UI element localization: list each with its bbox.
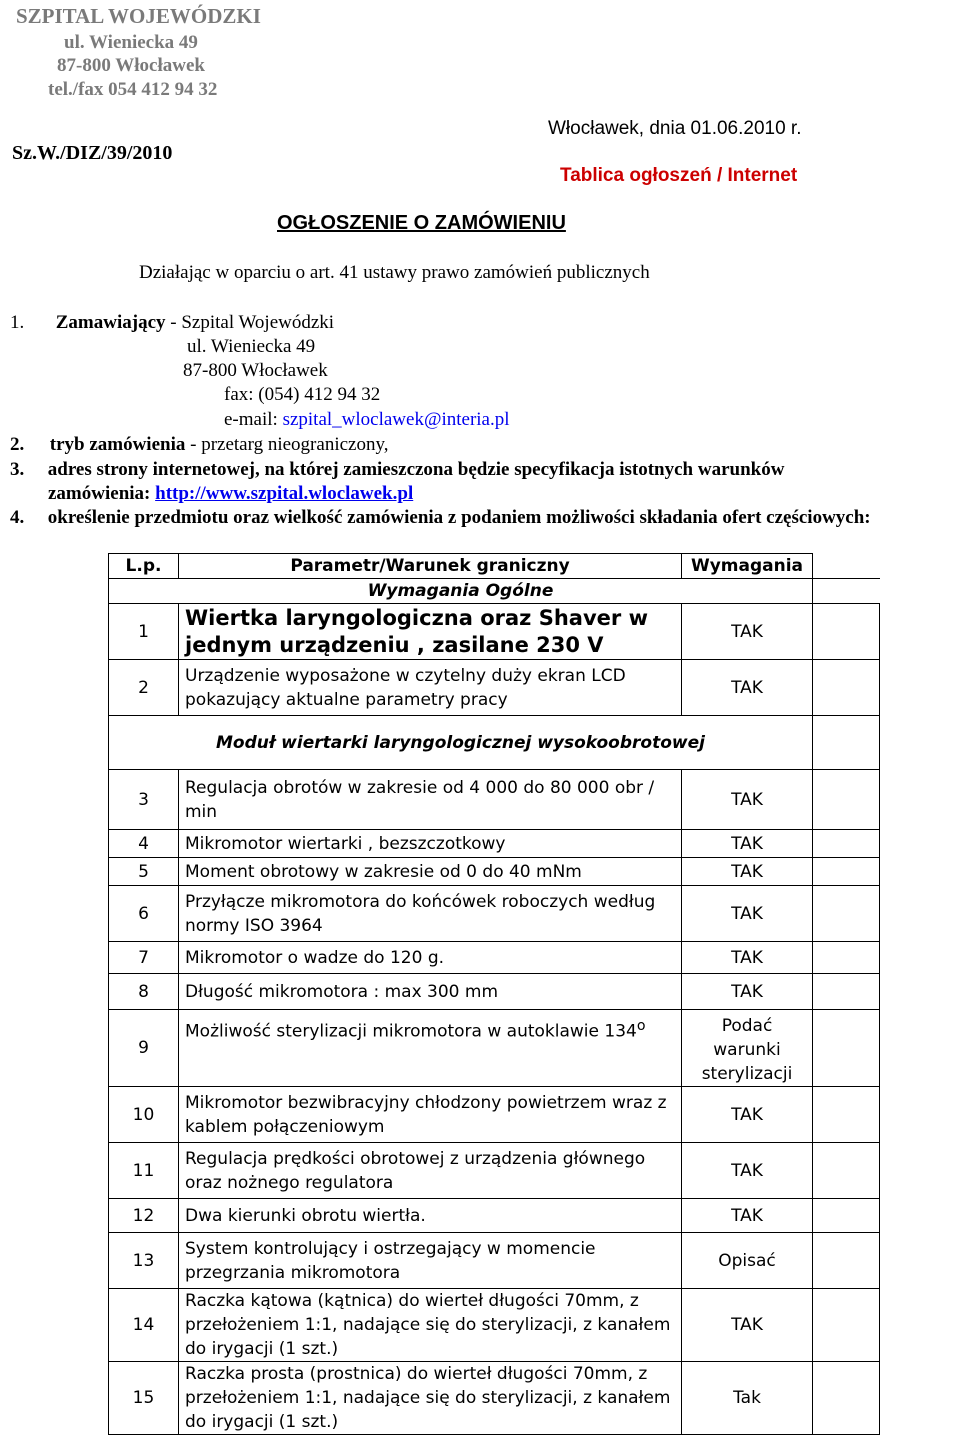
empty-cell <box>813 770 880 830</box>
row-requirement: TAK <box>682 1087 813 1143</box>
row-requirement: TAK <box>682 942 813 974</box>
section-3 <box>10 459 784 481</box>
section-row-general <box>109 579 880 604</box>
reference-number: Sz.W./DIZ/39/2010 <box>12 142 173 164</box>
section-4-number: 4. <box>10 507 25 528</box>
distribution-note: Tablica ogłoszeń / Internet <box>560 165 798 186</box>
section-4 <box>10 507 871 529</box>
empty-cell <box>813 886 880 942</box>
row-parameter: Przyłącze mikromotora do końcówek roboczych według normy ISO 3964 <box>179 886 682 942</box>
row-parameter: Raczka prosta (prostnica) do wierteł długości 70mm, z przełożeniem 1:1, nadające się do sterylizacji, z kanałem do irygacji (1 szt.) <box>179 1362 682 1435</box>
table-row <box>109 1010 880 1087</box>
row-parameter: Regulacja obrotów w zakresie od 4 000 do 80 000 obr / min <box>179 770 682 830</box>
row-number: 11 <box>109 1143 179 1199</box>
empty-cell <box>813 604 880 660</box>
section-3-line2 <box>48 483 413 505</box>
hospital-name: SZPITAL WOJEWÓDZKI <box>16 4 261 28</box>
section-1-street: ul. Wieniecka 49 <box>187 336 316 357</box>
row-requirement: TAK <box>682 886 813 942</box>
section-row-drill <box>109 716 880 770</box>
notice-title: OGŁOSZENIE O ZAMÓWIENIU <box>277 212 566 234</box>
section-2-value: przetarg nieograniczony, <box>201 434 389 455</box>
section-2 <box>10 434 388 456</box>
section-2-sep: - <box>185 434 202 455</box>
row-requirement: TAK <box>682 1289 813 1362</box>
empty-cell <box>813 579 880 604</box>
table-row <box>109 770 880 830</box>
section-3-number: 3. <box>10 459 25 480</box>
table-row <box>109 974 880 1010</box>
row-number: 3 <box>109 770 179 830</box>
email-prefix: e-mail: <box>224 409 283 430</box>
table-row <box>109 830 880 858</box>
header-requirements: Wymagania <box>682 554 813 579</box>
row-requirement: Tak <box>682 1362 813 1435</box>
row-parameter: System kontrolujący i ostrzegający w momencie przegrzania mikromotora <box>179 1233 682 1289</box>
empty-cell <box>813 858 880 886</box>
section-1 <box>10 312 334 334</box>
row-number: 15 <box>109 1362 179 1435</box>
empty-cell <box>813 716 880 770</box>
table-row <box>109 886 880 942</box>
empty-cell <box>813 1010 880 1087</box>
section-3-text2: zamówienia: <box>48 483 156 504</box>
row-parameter: Urządzenie wyposażone w czytelny duży ekran LCD pokazujący aktualne parametry pracy <box>179 660 682 716</box>
section-1-sep: - <box>165 312 182 333</box>
table-row <box>109 604 880 660</box>
empty-cell <box>813 1233 880 1289</box>
empty-cell <box>813 1362 880 1435</box>
empty-cell <box>813 1289 880 1362</box>
row-parameter <box>179 1010 682 1087</box>
empty-cell <box>813 942 880 974</box>
table-row <box>109 1087 880 1143</box>
row-requirement: Podać warunki sterylizacji <box>682 1010 813 1087</box>
table-row <box>109 660 880 716</box>
section-1-key: Zamawiający <box>55 312 166 333</box>
row-parameter-text: Możliwość sterylizacji mikromotora w autoklawie 134 <box>185 1021 637 1042</box>
row-number: 2 <box>109 660 179 716</box>
row-number: 4 <box>109 830 179 858</box>
section-3-text: adres strony internetowej, na której zamieszczona będzie specyfikacja istotnych warunków <box>47 459 785 480</box>
section-1-fax: fax: (054) 412 94 32 <box>224 384 381 405</box>
row-requirement: TAK <box>682 770 813 830</box>
empty-cell <box>813 660 880 716</box>
section-1-value: Szpital Wojewódzki <box>181 312 335 333</box>
row-parameter: Mikromotor wiertarki , bezszczotkowy <box>179 830 682 858</box>
section-1-email-line <box>224 409 510 431</box>
row-number: 8 <box>109 974 179 1010</box>
row-requirement: TAK <box>682 974 813 1010</box>
section-1-number: 1. <box>10 312 25 333</box>
row-parameter: Mikromotor bezwibracyjny chłodzony powietrzem wraz z kablem połączeniowym <box>179 1087 682 1143</box>
row-requirement: TAK <box>682 604 813 660</box>
section-1-city: 87-800 Włocławek <box>183 360 328 381</box>
hospital-phone: tel./fax 054 412 94 32 <box>48 79 218 100</box>
row-parameter: Raczka kątowa (kątnica) do wierteł długości 70mm, z przełożeniem 1:1, nadające się do sterylizacji, z kanałem do irygacji (1 szt.) <box>179 1289 682 1362</box>
legal-basis: Działając w oparciu o art. 41 ustawy prawo zamówień publicznych <box>139 262 650 283</box>
table-header-row <box>109 554 880 579</box>
row-number: 14 <box>109 1289 179 1362</box>
row-number: 7 <box>109 942 179 974</box>
table-row <box>109 1199 880 1233</box>
row-number: 9 <box>109 1010 179 1087</box>
row-requirement: Opisać <box>682 1233 813 1289</box>
row-number: 13 <box>109 1233 179 1289</box>
hospital-city: 87-800 Włocławek <box>57 55 205 76</box>
row-number: 1 <box>109 604 179 660</box>
row-requirement: TAK <box>682 830 813 858</box>
table-row <box>109 1233 880 1289</box>
row-requirement: TAK <box>682 1199 813 1233</box>
empty-cell <box>813 1143 880 1199</box>
row-parameter: Regulacja prędkości obrotowej z urządzenia głównego oraz nożnego regulatora <box>179 1143 682 1199</box>
empty-cell <box>813 974 880 1010</box>
place-date: Włocławek, dnia 01.06.2010 r. <box>548 118 802 139</box>
section-4-text: określenie przedmiotu oraz wielkość zamówienia z podaniem możliwości składania ofert częściowych: <box>47 507 871 528</box>
row-requirement: TAK <box>682 858 813 886</box>
section-2-number: 2. <box>10 434 25 455</box>
row-parameter: Wiertka laryngologiczna oraz Shaver w jednym urządzeniu , zasilane 230 V <box>179 604 682 660</box>
row-number: 6 <box>109 886 179 942</box>
row-number: 10 <box>109 1087 179 1143</box>
empty-cell <box>813 1199 880 1233</box>
row-parameter: Dwa kierunki obrotu wiertła. <box>179 1199 682 1233</box>
row-parameter: Moment obrotowy w zakresie od 0 do 40 mNm <box>179 858 682 886</box>
empty-cell <box>813 1087 880 1143</box>
website-link[interactable]: http://www.szpital.wloclawek.pl <box>155 483 414 504</box>
row-parameter: Mikromotor o wadze do 120 g. <box>179 942 682 974</box>
row-number: 12 <box>109 1199 179 1233</box>
header-parameter: Parametr/Warunek graniczny <box>179 554 682 579</box>
empty-cell <box>813 830 880 858</box>
table-row <box>109 1143 880 1199</box>
table-row <box>109 1289 880 1362</box>
header-lp: L.p. <box>109 554 179 579</box>
table-row <box>109 942 880 974</box>
empty-cell <box>813 554 880 579</box>
row-requirement: TAK <box>682 1143 813 1199</box>
hospital-street: ul. Wieniecka 49 <box>64 32 198 53</box>
row-parameter: Długość mikromotora : max 300 mm <box>179 974 682 1010</box>
table-row <box>109 1362 880 1435</box>
requirements-table <box>108 553 880 1435</box>
row-parameter-sup: o <box>636 1018 646 1034</box>
row-requirement: TAK <box>682 660 813 716</box>
section-drill-label: Moduł wiertarki laryngologicznej wysokoobrotowej <box>109 716 813 770</box>
email-link[interactable]: szpital_wloclawek@interia.pl <box>282 409 510 430</box>
section-general-label: Wymagania Ogólne <box>109 579 813 604</box>
row-number: 5 <box>109 858 179 886</box>
table-row <box>109 858 880 886</box>
section-2-key: tryb zamówienia <box>49 434 186 455</box>
